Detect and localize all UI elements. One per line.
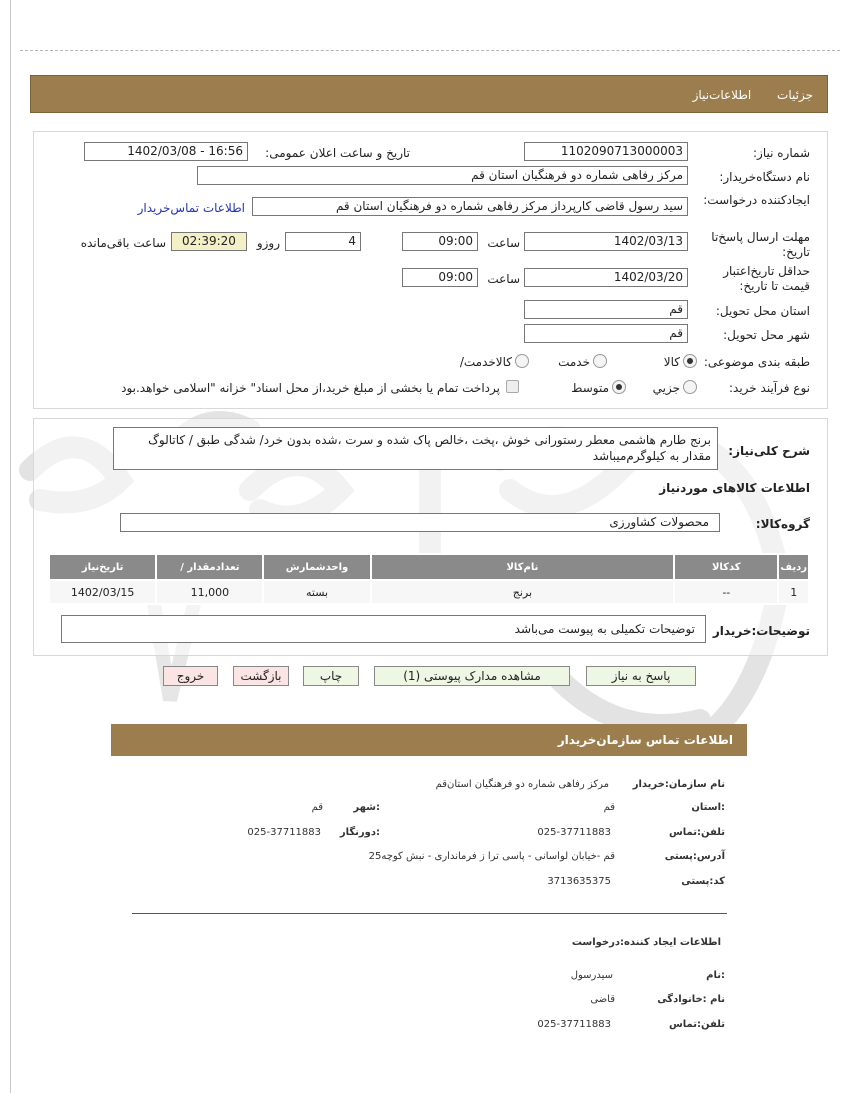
process-label: نوع فرآیند خرید: xyxy=(729,381,810,395)
contact-address-label: آدرس‌:پستی xyxy=(664,851,725,862)
need-number-label: شماره نیاز: xyxy=(753,146,810,160)
creator-name-label: :نام xyxy=(706,970,725,981)
days-field[interactable]: 4 xyxy=(285,232,361,251)
process-option-minor: جزیي xyxy=(652,381,680,395)
cell-unit: بسته xyxy=(263,580,370,604)
print-button[interactable]: چاپ xyxy=(303,666,359,686)
creator-family-label: نام :خانوادگی xyxy=(657,994,725,1005)
validity-label: حداقل تاریخ‌اعتبار قیمت تا تاریخ: xyxy=(723,264,810,293)
cell-qty: 11,000 xyxy=(156,580,263,604)
contact-header-bar: اطلاعات تماس سازمان‌خریدار xyxy=(111,724,747,756)
col-row: ردیف xyxy=(778,554,809,580)
table-row xyxy=(49,580,809,604)
province-field[interactable]: قم xyxy=(524,300,688,319)
top-dotted-divider xyxy=(20,50,840,51)
deadline-time-field[interactable]: 09:00 xyxy=(402,232,478,251)
contact-fax-value: 025-37711883 xyxy=(247,827,321,838)
description-label: شرح کلی‌نیاز: xyxy=(728,444,810,458)
deadline-time-label: ساعت xyxy=(487,236,520,250)
creator-info-title: اطلاعات ایجاد کننده:درخواست xyxy=(571,937,721,948)
category-option-goods: کالا xyxy=(663,355,680,369)
tab-details[interactable]: جزئیات xyxy=(777,88,813,102)
buyer-contact-link[interactable]: اطلاعات تماس‌خریدار xyxy=(137,201,245,215)
category-radio-goods-service[interactable] xyxy=(515,354,529,368)
contact-org-label: نام سازمان‌:خریدار xyxy=(632,779,725,790)
goods-group-label: گروه‌کالا: xyxy=(755,517,810,531)
contact-phone-value: 025-37711883 xyxy=(537,827,611,838)
description-text: برنج طارم هاشمی معطر رستورانی خوش ،پخت ،خالص پاک شده و سرت ،شده بدون خرد/ شدگی طبق / کاتالوگ مقدار به کیلوگرم‌میباشد xyxy=(113,427,718,470)
category-option-service: خدمت xyxy=(558,355,590,369)
category-label: طبقه بندی موضوعی: xyxy=(703,355,810,369)
category-option-goods-service: کالاخدمت/ xyxy=(459,355,512,369)
contact-separator xyxy=(132,913,727,914)
buyer-org-label: نام دستگاه‌خریدار: xyxy=(719,170,810,184)
goods-group-field: محصولات کشاورزی xyxy=(120,513,720,532)
contact-city-value: قم xyxy=(311,802,323,813)
days-label: روزو xyxy=(256,236,280,250)
view-documents-button[interactable]: مشاهده مدارک پیوستی (1) xyxy=(374,666,570,686)
deadline-date-field[interactable]: 1402/03/13 xyxy=(524,232,688,251)
contact-fax-label: :دورنگار xyxy=(339,827,380,838)
city-field[interactable]: قم xyxy=(524,324,688,343)
buyer-notes-field: توضیحات تکمیلی به پیوست می‌باشد xyxy=(61,615,706,643)
cell-date: 1402/03/15 xyxy=(49,580,156,604)
contact-province-label: :استان xyxy=(691,802,725,813)
creator-label: ایجادکننده درخواست: xyxy=(703,193,810,207)
treasury-payment-note: پرداخت تمام یا بخشی از مبلغ خرید،از محل اسناد" خزانه "اسلامی خواهد.بود xyxy=(121,381,500,395)
city-label: شهر محل تحویل: xyxy=(723,328,810,342)
contact-postal-label: کد:پستی xyxy=(681,876,725,887)
province-label: استان محل تحویل: xyxy=(715,304,810,318)
cell-code: -- xyxy=(674,580,778,604)
need-number-field[interactable]: 1102090713000003 xyxy=(524,142,688,161)
creator-name-value: سیدرسول xyxy=(570,970,613,981)
process-radio-minor[interactable] xyxy=(683,380,697,394)
buyer-notes-label: توضیحات:خریدار xyxy=(712,624,810,638)
buyer-org-field[interactable]: مرکز رفاهی شماره دو فرهنگیان استان قم xyxy=(197,166,688,185)
creator-phone-value: 025-37711883 xyxy=(537,1019,611,1030)
contact-org-value: مرکز رفاهی شماره دو فرهنگیان استان‌قم xyxy=(435,779,609,790)
category-radio-goods[interactable] xyxy=(683,354,697,368)
contact-city-label: :شهر xyxy=(353,802,380,813)
cell-name: برنج xyxy=(371,580,675,604)
page-header-bar xyxy=(30,75,828,113)
col-qty: تعدادمقدار / xyxy=(156,554,263,580)
category-radio-service[interactable] xyxy=(593,354,607,368)
col-date: تاریخ‌نیاز xyxy=(49,554,156,580)
process-option-medium: متوسط xyxy=(571,381,609,395)
creator-family-value: قاضی xyxy=(590,994,615,1005)
goods-info-title: اطلاعات کالاهای موردنیاز xyxy=(659,481,810,495)
reply-button[interactable]: پاسخ به نیاز xyxy=(586,666,696,686)
cell-row: 1 xyxy=(778,580,809,604)
contact-postal-value: 3713635375 xyxy=(547,876,611,887)
deadline-label: مهلت ارسال پاسخ‌تا تاریخ: xyxy=(711,230,810,259)
remaining-timer: 02:39:20 xyxy=(171,232,247,251)
remaining-label: ساعت باقی‌مانده xyxy=(80,236,166,250)
validity-time-field[interactable]: 09:00 xyxy=(402,268,478,287)
items-table xyxy=(48,553,810,605)
validity-date-field[interactable]: 1402/03/20 xyxy=(524,268,688,287)
announce-label: تاریخ و ساعت اعلان عمومی: xyxy=(265,146,410,160)
back-button[interactable]: بازگشت xyxy=(233,666,289,686)
tab-need-info[interactable]: اطلاعات‌نیاز xyxy=(692,88,752,102)
creator-phone-label: تلفن:تماس xyxy=(668,1019,725,1030)
contact-address-value: قم -خیابان لواسانی - پاسی ترا ز فرمانداری - نبش کوچه25 xyxy=(368,851,615,862)
col-name: نام‌کالا xyxy=(371,554,675,580)
contact-phone-label: تلفن:تماس xyxy=(668,827,725,838)
announce-field[interactable]: 1402/03/08 - 16:56 xyxy=(84,142,248,161)
process-radio-medium[interactable] xyxy=(612,380,626,394)
col-unit: واحدشمارش xyxy=(263,554,370,580)
creator-field[interactable]: سید رسول قاضی کارپرداز مرکز رفاهی شماره دو فرهنگیان استان قم xyxy=(252,197,688,216)
exit-button[interactable]: خروج xyxy=(163,666,218,686)
validity-time-label: ساعت xyxy=(487,272,520,286)
treasury-payment-checkbox[interactable] xyxy=(506,380,519,393)
col-code: کدکالا xyxy=(674,554,778,580)
left-border-line xyxy=(10,0,11,1093)
contact-province-value: قم xyxy=(603,802,615,813)
